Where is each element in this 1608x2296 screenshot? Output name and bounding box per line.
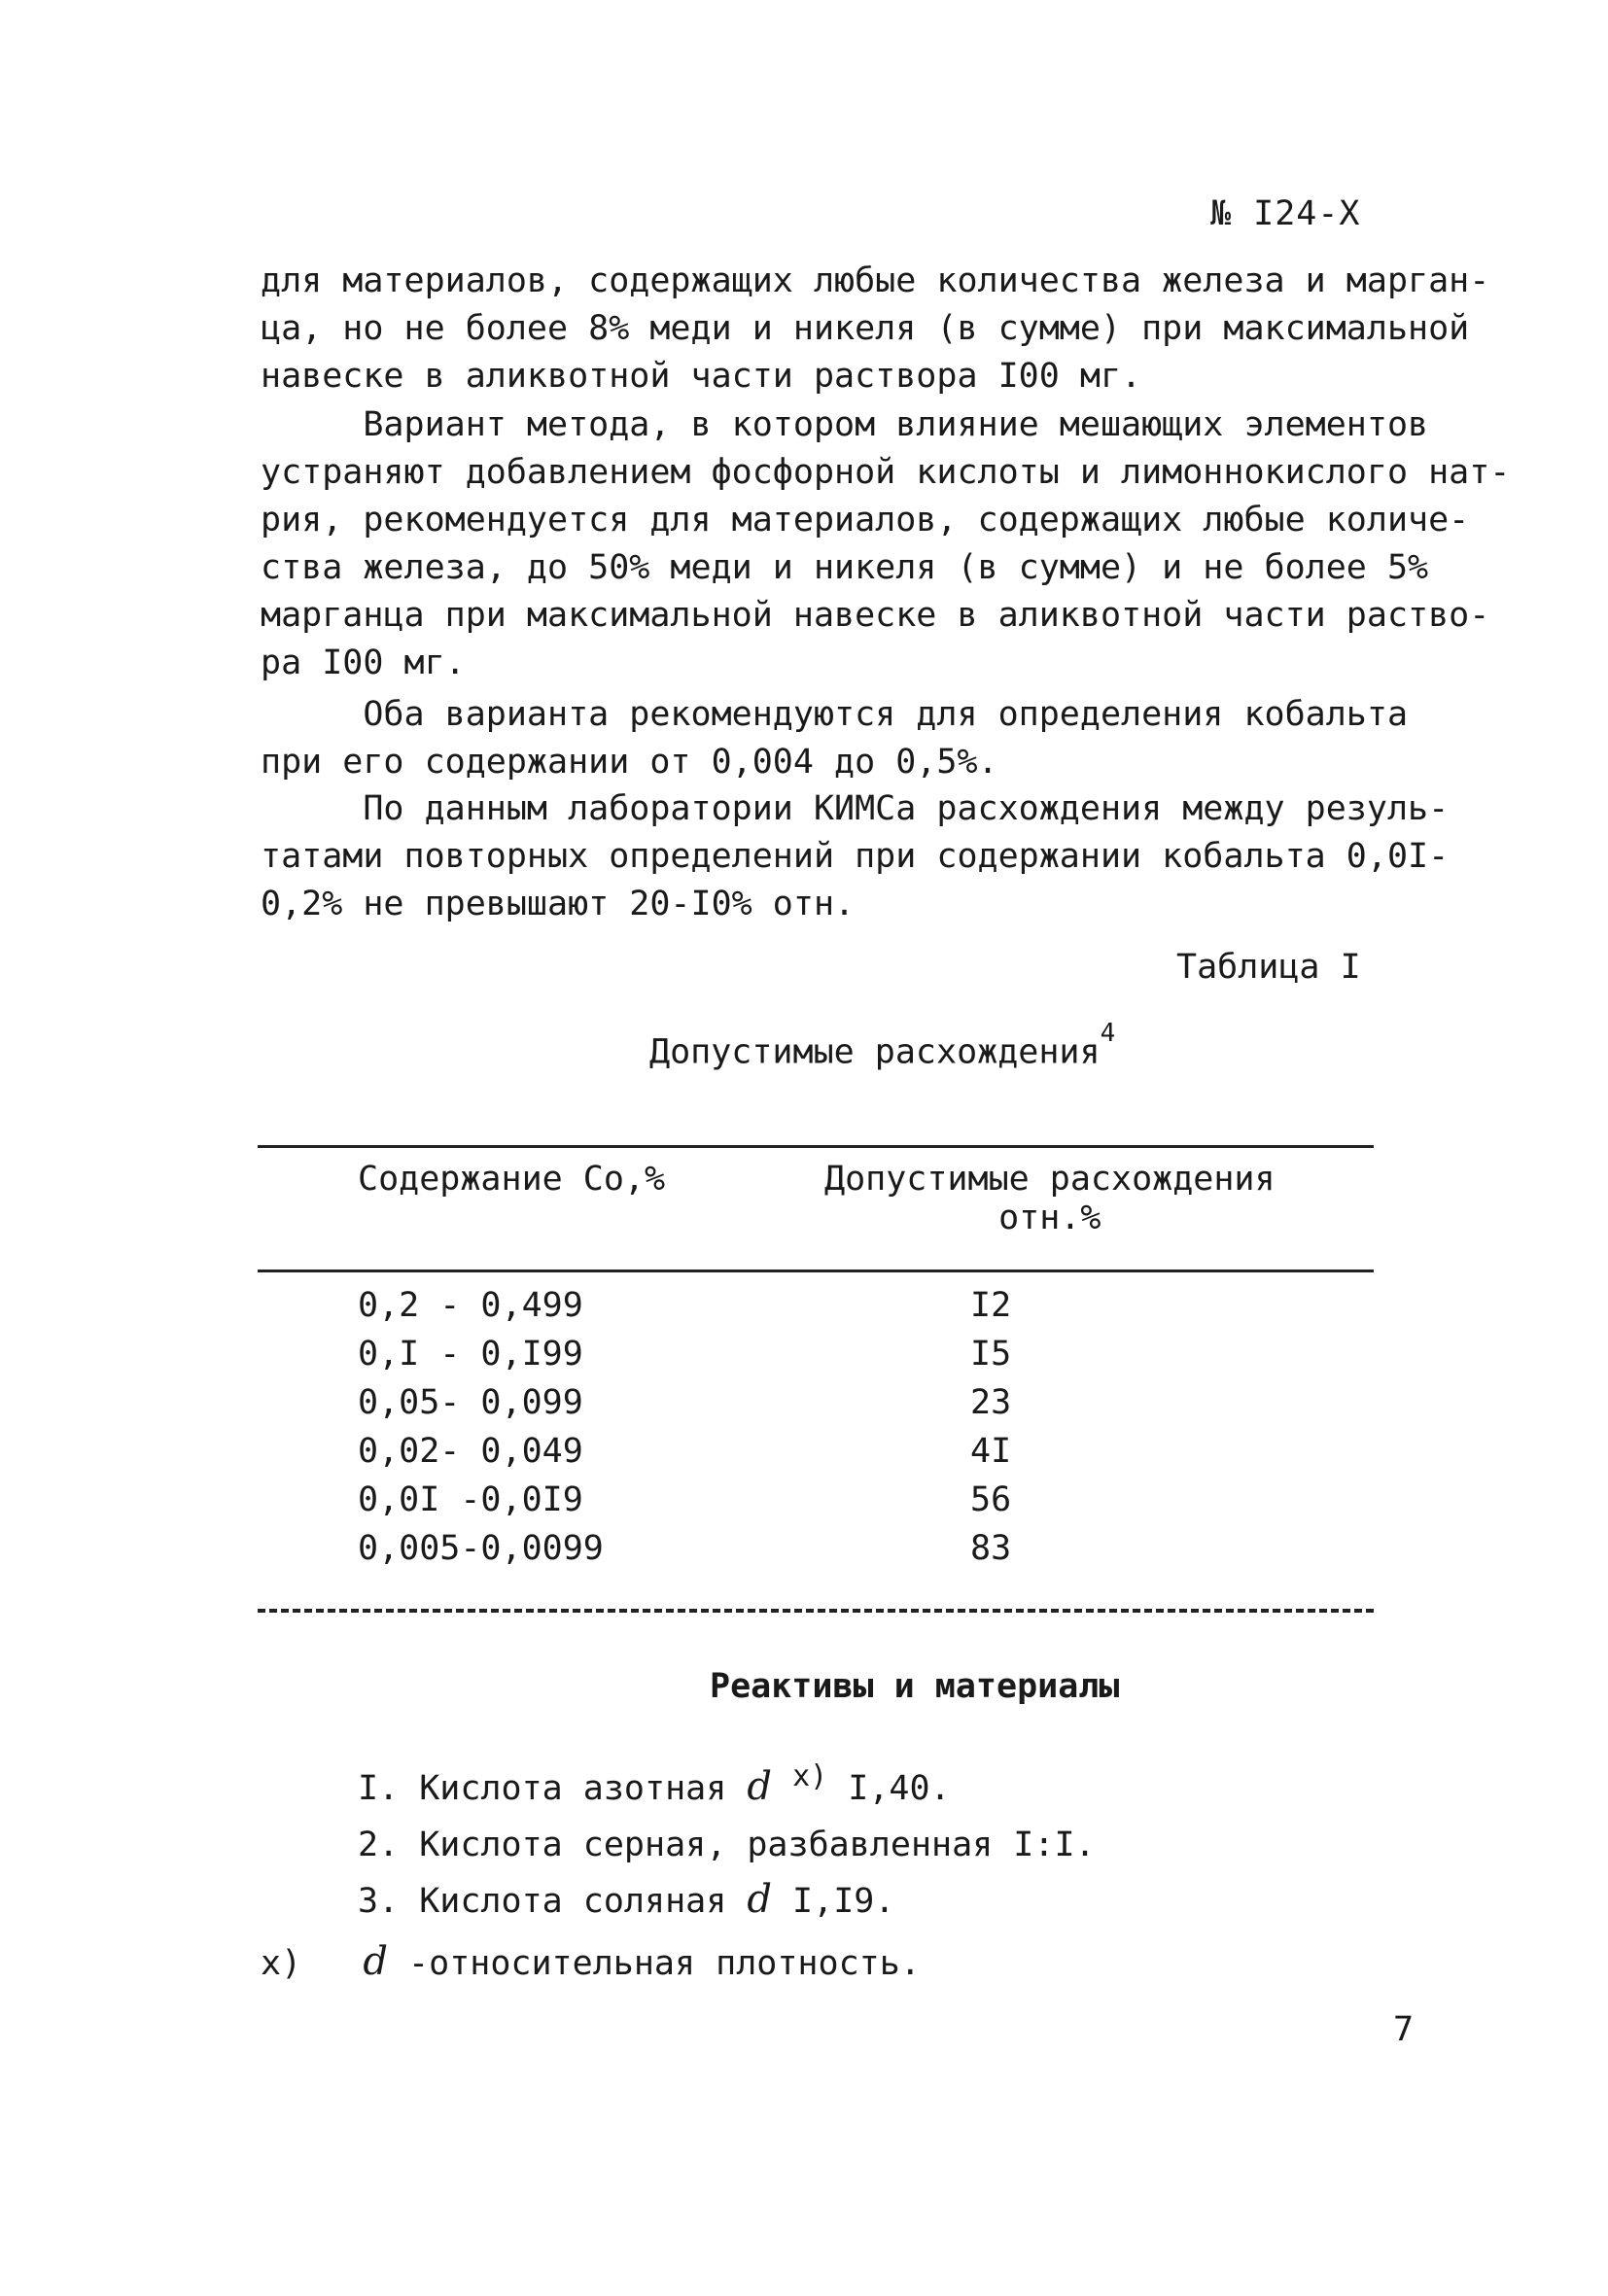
table-header-content: Содержание Co,%: [358, 1160, 666, 1199]
cell-content: 0,I - 0,I99: [358, 1335, 583, 1374]
cell-tolerance: 23: [970, 1383, 1012, 1422]
footnote-text: -относительная плотность.: [387, 1944, 921, 1983]
table-row: [358, 1330, 1136, 1378]
table-header-rule: [258, 1270, 1374, 1272]
table-label: Таблица I: [1176, 948, 1361, 987]
reagent-text: 2. Кислота серная, разбавленная I:I.: [358, 1826, 1096, 1864]
table-bottom-rule: [258, 1609, 1374, 1613]
document-number: № I24-X: [1210, 194, 1361, 233]
page-number: 7: [1393, 2010, 1415, 2049]
table-row: [358, 1524, 1136, 1573]
paragraph-2: [261, 401, 1511, 687]
density-symbol: d: [747, 1764, 772, 1809]
paragraph-1: [261, 258, 1490, 400]
cell-tolerance: 83: [970, 1529, 1012, 1568]
reagents-list: [358, 1759, 1096, 1929]
text-line: 0,2% не превышают 20-I0% отн.: [261, 885, 856, 923]
text-line: при его содержании от 0,004 до 0,5%.: [261, 743, 998, 782]
table-body: [358, 1281, 1136, 1573]
table-title-footnote-mark: 4: [1100, 1019, 1116, 1048]
table-row: [358, 1378, 1136, 1427]
text-line: для материалов, содержащих любые количества железа и марган-: [261, 261, 1490, 300]
text-line: По данным лаборатории КИМСа расхождения между резуль-: [261, 789, 1450, 828]
footnote-mark: x): [792, 1759, 828, 1793]
cell-tolerance: 4I: [970, 1432, 1012, 1471]
density-symbol: d: [363, 1939, 388, 1984]
reagent-item: [358, 1759, 1096, 1818]
text-line: навеске в аликвотной части раствора I00 мг.: [261, 357, 1142, 396]
reagent-text: I. Кислота азотная: [358, 1769, 748, 1808]
cell-content: 0,02- 0,049: [358, 1432, 583, 1471]
paragraph-3: [261, 691, 1466, 786]
text-line: татами повторных определений при содержании кобальта 0,0I-: [261, 837, 1450, 876]
text-line: рия, рекомендуется для материалов, содержащих любые количе-: [261, 501, 1470, 539]
table-title: [649, 1019, 1116, 1072]
text-line: ра I00 мг.: [261, 644, 466, 682]
cell-content: 0,05- 0,099: [358, 1383, 583, 1422]
section-title: Реактивы и материалы: [710, 1667, 1120, 1706]
cell-content: 0,0I -0,0I9: [358, 1480, 583, 1519]
table-row: [358, 1476, 1136, 1524]
reagent-item: [358, 1818, 1096, 1872]
paragraph-4: [261, 785, 1466, 928]
reagent-value: I,I9.: [771, 1882, 895, 1921]
reagent-item: [358, 1872, 1096, 1929]
density-symbol: d: [747, 1877, 772, 1922]
footnote: [261, 1939, 921, 1984]
text-line: марганца при максимальной навеске в аликвотной части раство-: [261, 596, 1490, 635]
table-top-rule: [258, 1145, 1374, 1148]
table-header-tolerance-line1: Допустимые расхождения: [824, 1160, 1276, 1199]
reagent-text: 3. Кислота соляная: [358, 1882, 748, 1921]
text-line: ства железа, до 50% меди и никеля (в сумме) и не более 5%: [261, 548, 1429, 587]
reagent-value: I,40.: [827, 1769, 951, 1808]
table-row: [358, 1427, 1136, 1476]
text-line: Оба варианта рекомендуются для определения кобальта: [261, 695, 1409, 734]
text-line: Вариант метода, в котором влияние мешающих элементов: [261, 405, 1429, 444]
text-line: устраняют добавлением фосфорной кислоты и лимоннокислого нат-: [261, 453, 1511, 492]
cell-content: 0,2 - 0,499: [358, 1286, 583, 1325]
cell-content: 0,005-0,0099: [358, 1529, 604, 1568]
table-row: [358, 1281, 1136, 1330]
cell-tolerance: I2: [970, 1286, 1012, 1325]
footnote-mark: x): [261, 1944, 302, 1983]
cell-tolerance: I5: [970, 1335, 1012, 1374]
table-header-tolerance: [824, 1160, 1276, 1237]
cell-tolerance: 56: [970, 1480, 1012, 1519]
text-line: ца, но не более 8% меди и никеля (в сумме) при максимальной: [261, 309, 1470, 348]
table-header-tolerance-line2: отн.%: [998, 1199, 1101, 1237]
table-title-text: Допустимые расхождения: [649, 1032, 1101, 1072]
